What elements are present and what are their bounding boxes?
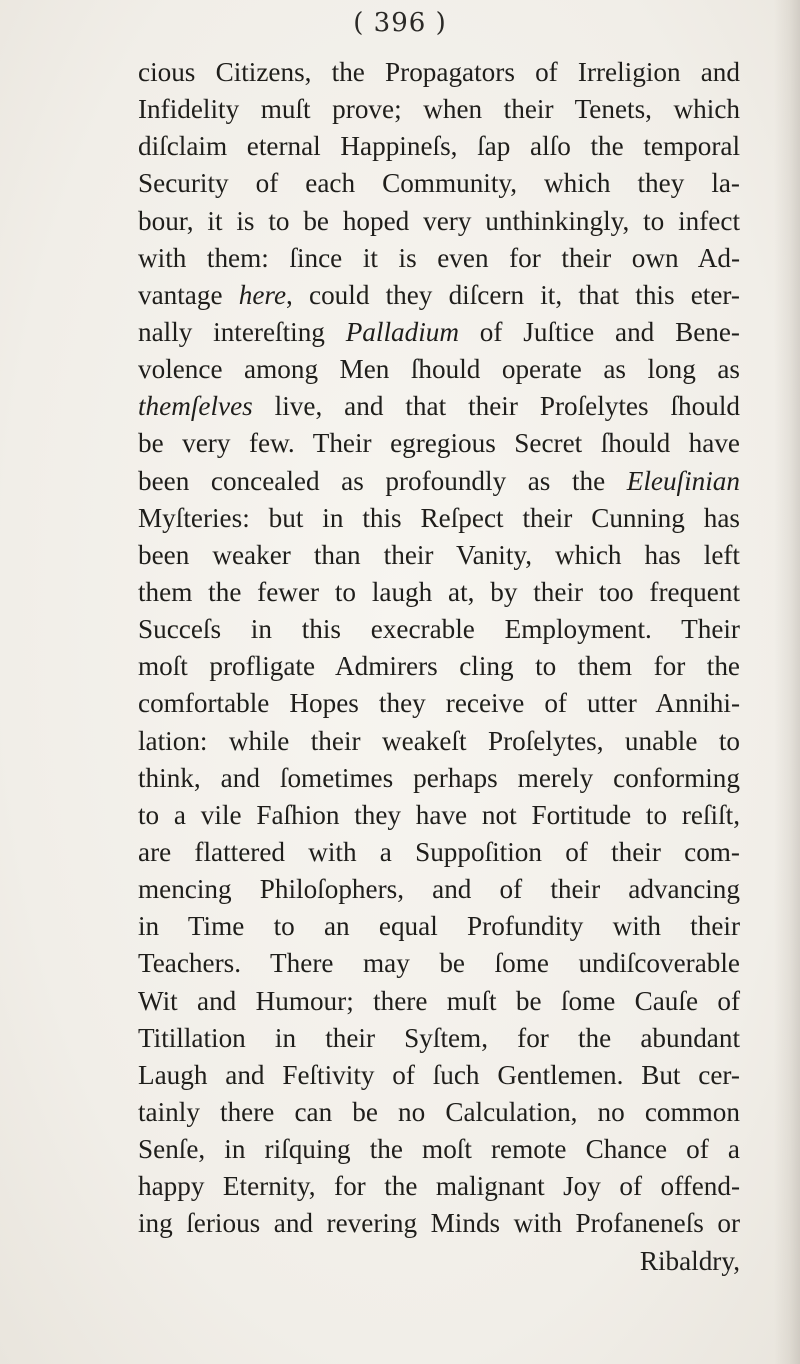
text-run: Succeſs in this execrable Employment. Their <box>138 614 740 645</box>
text-run: volence among Men ſhould operate as long as <box>138 354 740 385</box>
text-line <box>138 165 740 202</box>
text-line <box>138 1094 740 1131</box>
body-text <box>138 54 740 1280</box>
text-line <box>138 797 740 834</box>
text-line <box>138 203 740 240</box>
text-line <box>138 277 740 314</box>
text-run: diſclaim eternal Happineſs, ſap alſo the temporal <box>138 131 740 162</box>
text-run: , could they diſcern it, that this eter- <box>286 279 740 310</box>
text-run: with them: ſince it is even for their own Ad- <box>138 242 740 273</box>
text-line <box>138 1205 740 1242</box>
text-line <box>138 1131 740 1168</box>
text-run: bour, it is to be hoped very unthinkingly, to infect <box>138 205 740 236</box>
text-run: them the fewer to laugh at, by their too frequent <box>138 576 740 607</box>
text-run: nally intereſting <box>138 316 346 347</box>
text-line <box>138 500 740 537</box>
text-run: Senſe, in riſquing the moſt remote Chance of a <box>138 1134 740 1165</box>
text-run: Titillation in their Syſtem, for the abundant <box>138 1022 740 1053</box>
text-run: Ribaldry, <box>639 1245 740 1276</box>
text-line <box>138 1020 740 1057</box>
text-line <box>138 425 740 462</box>
text-line <box>138 240 740 277</box>
text-line <box>138 1243 740 1280</box>
text-run: been weaker than their Vanity, which has left <box>138 539 740 570</box>
text-line <box>138 1168 740 1205</box>
text-line <box>138 388 740 425</box>
italic-text: here <box>238 279 287 310</box>
text-line <box>138 648 740 685</box>
text-line <box>138 128 740 165</box>
text-run: vantage <box>138 279 239 310</box>
text-run: happy Eternity, for the malignant Joy of offend- <box>138 1171 740 1202</box>
text-run: are flattered with a Suppoſition of their com- <box>138 836 740 867</box>
text-line <box>138 685 740 722</box>
text-run: cious Citizens, the Propagators of Irreligion and <box>138 57 740 87</box>
text-run: Laugh and Feſtivity of ſuch Gentlemen. But cer- <box>138 1059 740 1090</box>
text-run: of Juſtice and Bene- <box>458 316 740 347</box>
text-line <box>138 834 740 871</box>
text-run: Infidelity muſt prove; when their Tenets, which <box>138 94 740 125</box>
text-line <box>138 463 740 500</box>
text-line <box>138 574 740 611</box>
text-line <box>138 611 740 648</box>
text-line <box>138 908 740 945</box>
text-run: ing ſerious and revering Minds with Profaneneſs or <box>138 1208 740 1239</box>
text-run: mencing Philoſophers, and of their advancing <box>138 874 740 905</box>
italic-text: Palladium <box>345 316 459 347</box>
text-run: think, and ſometimes perhaps merely conforming <box>138 762 740 793</box>
text-run: comfortable Hopes they receive of utter Annihi- <box>138 688 740 719</box>
text-line <box>138 314 740 351</box>
text-line <box>138 54 740 91</box>
text-line <box>138 760 740 797</box>
text-run: Teachers. There may be ſome undiſcoverable <box>138 948 740 979</box>
page-edge-shadow <box>774 0 800 1364</box>
text-run: moſt profligate Admirers cling to them for the <box>138 651 740 682</box>
italic-text: themſelves <box>138 391 253 422</box>
page-number: ( 396 ) <box>353 8 447 38</box>
text-run: in Time to an equal Profundity with their <box>138 911 740 942</box>
text-line <box>138 983 740 1020</box>
text-run: tainly there can be no Calculation, no common <box>138 1096 740 1127</box>
text-run: been concealed as profoundly as the <box>138 465 627 496</box>
text-line <box>138 723 740 760</box>
text-line <box>138 1057 740 1094</box>
text-run: Myſteries: but in this Reſpect their Cunning has <box>138 502 740 533</box>
text-run: Wit and Humour; there muſt be ſome Cauſe of <box>138 985 740 1016</box>
text-run: live, and that their Proſelytes ſhould <box>252 391 740 422</box>
text-line <box>138 871 740 908</box>
italic-text: Eleuſinian <box>626 465 740 496</box>
text-run: lation: while their weakeſt Proſelytes, unable to <box>138 725 740 756</box>
text-line <box>138 91 740 128</box>
text-run: Security of each Community, which they la- <box>138 168 740 199</box>
text-line <box>138 351 740 388</box>
text-line <box>138 537 740 574</box>
text-run: be very few. Their egregious Secret ſhould have <box>138 428 740 459</box>
text-run: to a vile Faſhion they have not Fortitude to reſiſt, <box>138 799 740 830</box>
text-line <box>138 945 740 982</box>
